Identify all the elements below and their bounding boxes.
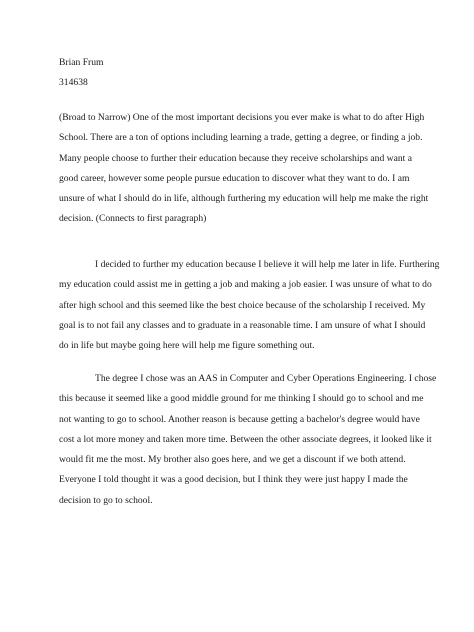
student-id: 314638	[59, 77, 88, 88]
paragraph-line: School. There are a ton of options including learning a trade, getting a degree, or finding a job.	[59, 132, 423, 144]
paragraph-line: my education could assist me in getting a job and making a job easier. I was unsure of what to do	[59, 279, 432, 291]
paragraph-line: (Broad to Narrow) One of the most important decisions you ever make is what to do after High	[59, 112, 425, 123]
paragraph-education	[59, 259, 440, 360]
paragraph-line: this because it seemed like a good middle ground for me thinking I should go to school and me	[59, 393, 424, 405]
paragraph-line: decision. (Connects to first paragraph)	[59, 213, 207, 225]
paragraph-degree	[59, 373, 437, 515]
paragraph-line: not wanting to go to school. Another reason is because getting a bachelor's degree would have	[59, 413, 420, 425]
paragraph-line: The degree I chose was an AAS in Computer and Cyber Operations Engineering. I chose	[95, 373, 437, 384]
paragraph-line: unsure of what I should do in life, although furthering my education will help me make the right	[59, 193, 429, 204]
paragraph-line: goal is to not fail any classes and to graduate in a reasonable time. I am unsure of what I should	[59, 319, 426, 331]
paragraph-line: do in life but maybe going here will help me figure something out.	[59, 340, 315, 351]
author-name: Brian Frum	[59, 57, 104, 68]
paragraph-line: I decided to further my education because I believe it will help me later in life. Furthering	[95, 259, 440, 270]
paragraph-line: Many people choose to further their education because they receive scholarships and want a	[59, 152, 412, 164]
paragraph-line: cost a lot more money and taken more time. Between the other associate degrees, it looked like it	[59, 433, 432, 445]
paragraph-line: would fit me the most. My brother also goes here, and we get a discount if we both attend.	[59, 454, 406, 465]
paragraph-intro	[59, 112, 429, 234]
paragraph-line: good career, however some people pursue education to discover what they want to do. I am	[59, 172, 410, 184]
paragraph-line: decision to go to school.	[59, 494, 153, 506]
paragraph-line: Everyone I told thought it was a good decision, but I think they were just happy I made the	[59, 474, 408, 486]
paragraph-line: after high school and this seemed like the best choice because of the scholarship I received. My	[59, 299, 426, 311]
